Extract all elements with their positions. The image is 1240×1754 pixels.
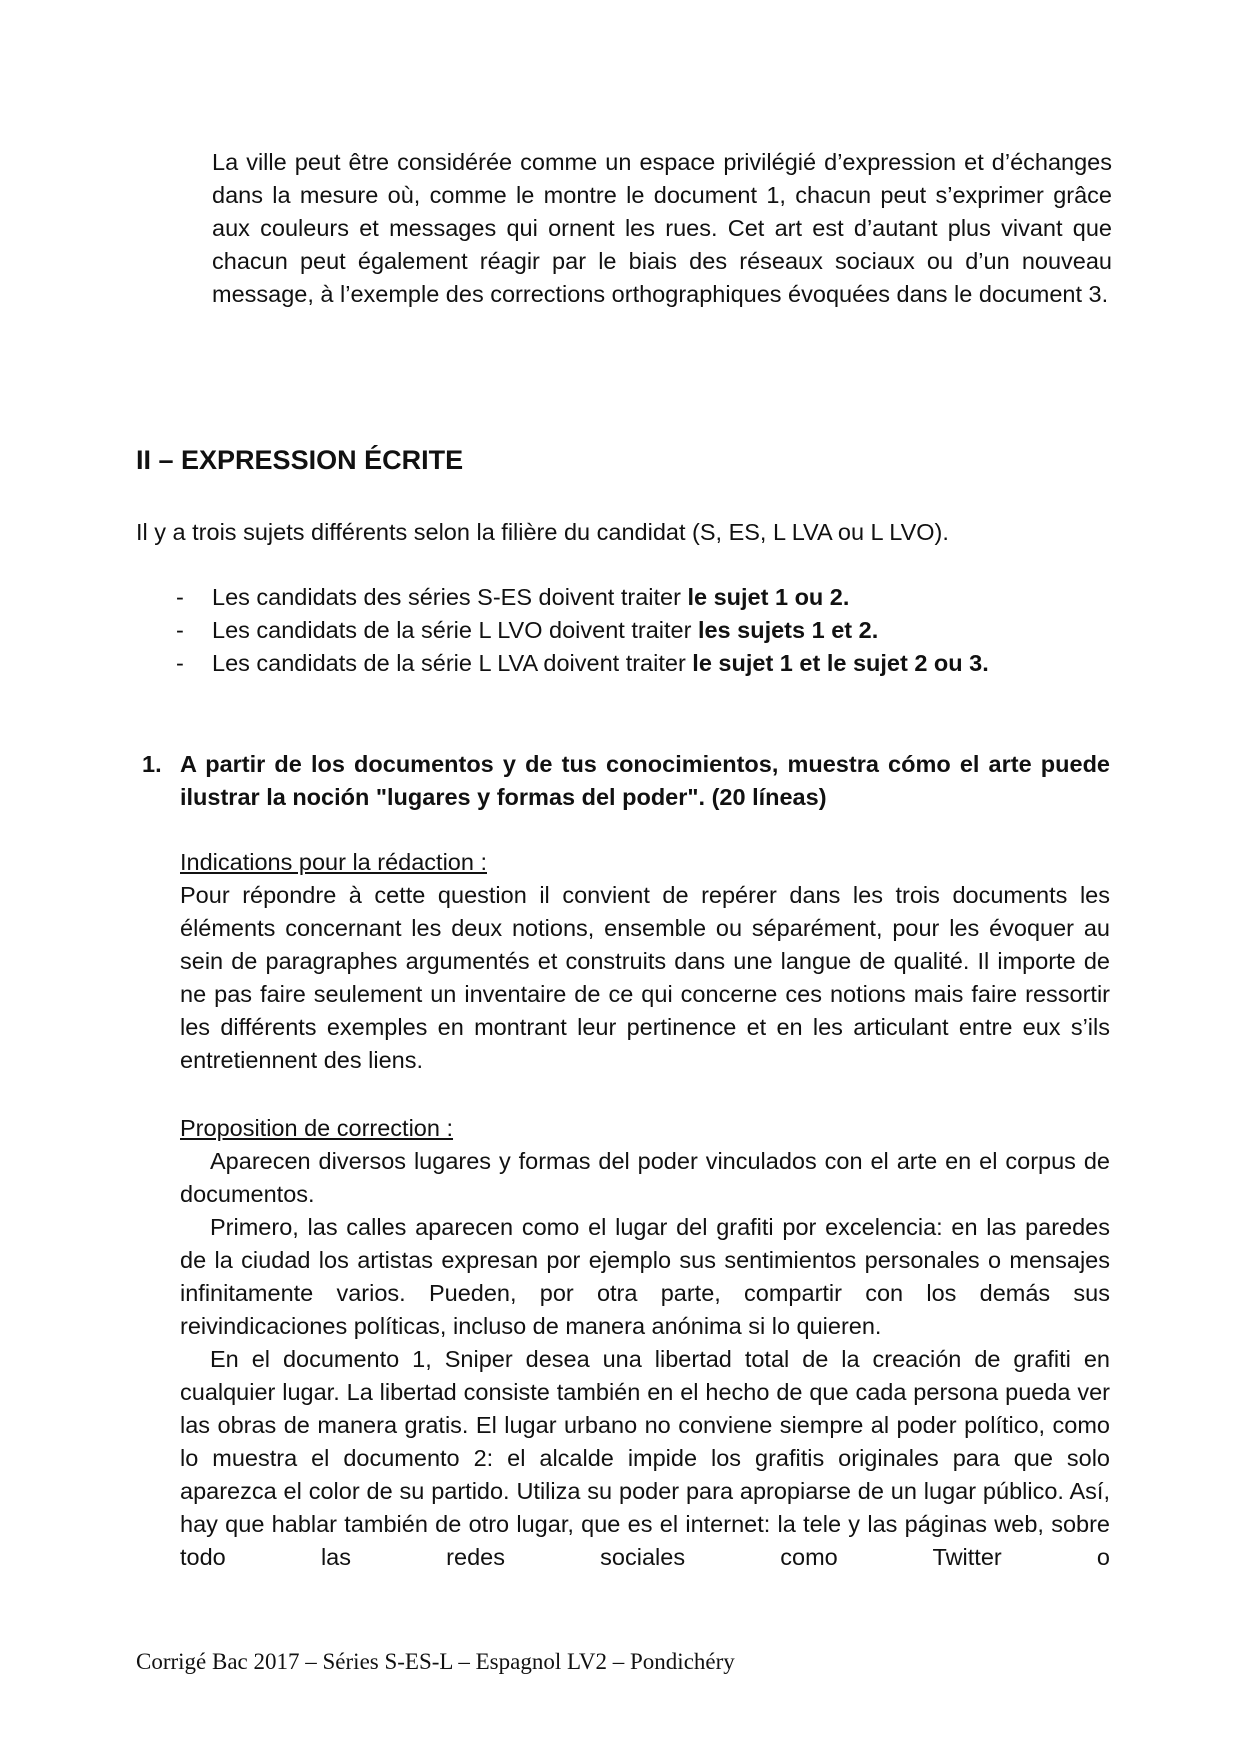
correction-body [180, 1145, 1110, 1574]
list-item-text: Les candidats de la série L LVO doivent traiter [212, 617, 698, 643]
section-intro: Il y a trois sujets différents selon la filière du candidat (S, ES, L LVA ou L LVO). [136, 519, 949, 545]
list-item-bold: le sujet 1 et le sujet 2 ou 3. [692, 650, 989, 676]
indications-text: Pour répondre à cette question il convient de repérer dans les trois documents les éléments concernant les deux notions, ensemble ou séparément, pour les évoquer au sein de paragraphes argumentés et construits dans une langue de qualité. Il importe de ne pas faire seulement un inventaire de ce qui concerne ces notions mais faire ressortir les différents exemples en montrant leur pertinence et en les articulant entre eux s’ils entretiennent des liens. [180, 882, 1110, 1073]
correction-label: Proposition de correction : [180, 1115, 454, 1141]
candidate-list [136, 581, 989, 680]
list-item-text: Les candidats de la série L LVA doivent traiter [212, 650, 693, 676]
section-title: II – EXPRESSION ÉCRITE [136, 445, 464, 475]
intro-paragraph: La ville peut être considérée comme un espace privilégié d’expression et d’échanges dans la mesure où, comme le montre le document 1, chacun peut s’exprimer grâce aux couleurs et messages qui ornent les rues. Cet art est d’autant plus vivant que chacun peut également réagir par le biais des réseaux sociaux ou d’un nouveau message, à l’exemple des corrections orthographiques évoquées dans le document 3. [212, 149, 1112, 307]
list-item-text: Les candidats des séries S-ES doivent traiter [212, 584, 688, 610]
question-text: A partir de los documentos y de tus conocimientos, muestra cómo el arte puede ilustrar la noción "lugares y formas del poder". (20 líneas) [180, 751, 1110, 810]
question-heading [142, 748, 1110, 814]
indications-label: Indications pour la rédaction : [180, 849, 487, 875]
correction-paragraph: En el documento 1, Sniper desea una libertad total de la creación de grafiti en cualquier lugar. La libertad consiste también en el hecho de que cada persona pueda ver las obras de manera gratis. El lugar urbano no conviene siempre al poder político, como lo muestra el documento 2: el alcalde impide los grafitis originales para que solo aparezca el color de su partido. Utiliza su poder para apropiarse de un lugar público. Así, hay que hablar también de otro lugar, que es el internet: la tele y las páginas web, sobre todo las redes sociales como Twitter o [180, 1346, 1110, 1570]
list-dash: - [176, 650, 184, 676]
list-item [136, 647, 989, 680]
list-item-bold: le sujet 1 ou 2. [687, 584, 850, 610]
list-item-bold: les sujets 1 et 2. [697, 617, 879, 643]
list-item [136, 581, 989, 614]
list-item [136, 614, 989, 647]
correction-paragraph: Aparecen diversos lugares y formas del poder vinculados con el arte en el corpus de documentos. [180, 1148, 1110, 1207]
question-number: 1. [142, 751, 162, 777]
list-dash: - [176, 584, 184, 610]
page-footer: Corrigé Bac 2017 – Séries S-ES-L – Espagnol LV2 – Pondichéry [136, 1649, 735, 1674]
list-dash: - [176, 617, 184, 643]
correction-paragraph: Primero, las calles aparecen como el lugar del grafiti por excelencia: en las paredes de la ciudad los artistas expresan por ejemplo sus sentimientos personales o mensajes infinitamente varios. Pueden, por otra parte, compartir con los demás sus reivindicaciones políticas, incluso de manera anónima si lo quieren. [180, 1214, 1110, 1339]
